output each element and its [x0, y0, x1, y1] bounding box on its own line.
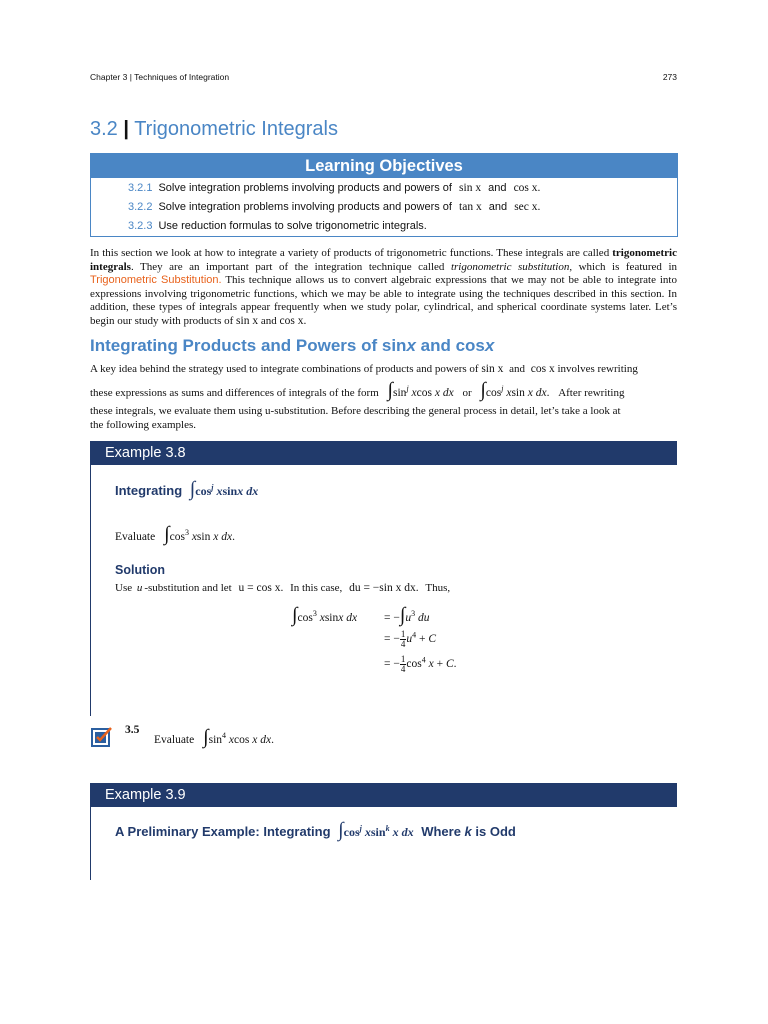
objective-item: 3.2.1 Solve integration problems involving products and powers of sin x and cos x.	[128, 182, 541, 194]
section-title-text: Trigonometric Integrals	[134, 118, 338, 140]
example-3-8-title: Integrating $\int\cos^j$ xsinx dx	[115, 478, 259, 500]
trig-substitution-link[interactable]: Trigonometric Substitution.	[90, 274, 222, 287]
solution-text: Use u -substitution and let u = cos x. In this case, du = −sin x dx. Thus,	[115, 582, 451, 594]
integral-form-1: $\int\sin^j$ xcos x dx	[387, 378, 454, 401]
subsection-heading: Integrating Products and Powers of sinx and cosx	[90, 336, 495, 355]
equation-rhs-2: = − $\frac{1}{4}$ $u^4 + C$	[384, 629, 437, 649]
example-3-9-bar: Example 3.9	[90, 783, 677, 807]
checkpoint-number: 3.5	[125, 724, 140, 736]
learning-objectives-box	[90, 153, 678, 237]
running-header-chapter: Chapter 3 | Techniques of Integration	[90, 72, 230, 82]
key-idea-line-2: these expressions as sums and differences of integrals of the form $\int\sin^j$ xcos x dx or $\int\cos^j$ xsin x dx. After rewriting	[90, 378, 625, 401]
objective-item: 3.2.2 Solve integration problems involving products and powers of tan x and sec x.	[128, 201, 541, 213]
key-idea-line-1: A key idea behind the strategy used to integrate combinations of products and powers of sin x and cos x involves rewriting	[90, 363, 638, 375]
key-idea-line-3: these integrals, we evaluate them using u-substitution. Before describing the general process in detail, let’s take a look at	[90, 405, 621, 417]
example-3-9-rule	[90, 807, 91, 880]
section-number: 3.2	[90, 118, 118, 140]
checkpoint-problem: Evaluate $\int\sin^4$ xcos x dx.	[154, 726, 274, 748]
learning-objectives-heading: Learning Objectives	[91, 154, 677, 178]
key-idea-line-4: the following examples.	[90, 419, 197, 431]
checkpoint-icon	[91, 726, 113, 748]
equation-rhs-1: = $-\int u^3$ du	[384, 604, 430, 626]
example-3-8-bar: Example 3.8	[90, 441, 677, 465]
example-3-8-rule	[90, 465, 91, 716]
objective-item: 3.2.3 Use reduction formulas to solve trigonometric integrals.	[128, 220, 427, 232]
example-3-8-problem: Evaluate $\int\cos^3$ xsin x dx.	[115, 523, 235, 545]
page-number: 273	[662, 72, 677, 82]
intro-paragraph: In this section we look at how to integrate a variety of products of trigonometric functions. These integrals are called trigonometric integrals. They are an important part of the integration technique called trigonometric substitution, which is featured in Trigonometric Substitution. This technique allows us to convert algebraic expressions that we may not be able to integrate into expressions involving trigonometric functions, which we may be able to integrate using the techniques described in this section. In addition, these types of integrals appear frequently when we study polar, cylindrical, and spherical coordinate systems later. Let’s begin our study with products of sin x and cos x.	[90, 247, 678, 327]
equation-line-1: $\int\cos^3$ xsinx dx	[292, 604, 358, 626]
section-title: 3.2 | Trigonometric Integrals	[90, 118, 338, 140]
example-3-9-title: A Preliminary Example: Integrating $\int\cos^j$ xsin$^k$ x dx Where k is Odd	[115, 819, 516, 841]
solution-heading: Solution	[115, 563, 165, 577]
integral-form-2: $\int\cos^j$ xsin x dx.	[480, 378, 550, 401]
equation-rhs-3: = − $\frac{1}{4}$ $\cos^4 x + C$.	[384, 654, 457, 674]
